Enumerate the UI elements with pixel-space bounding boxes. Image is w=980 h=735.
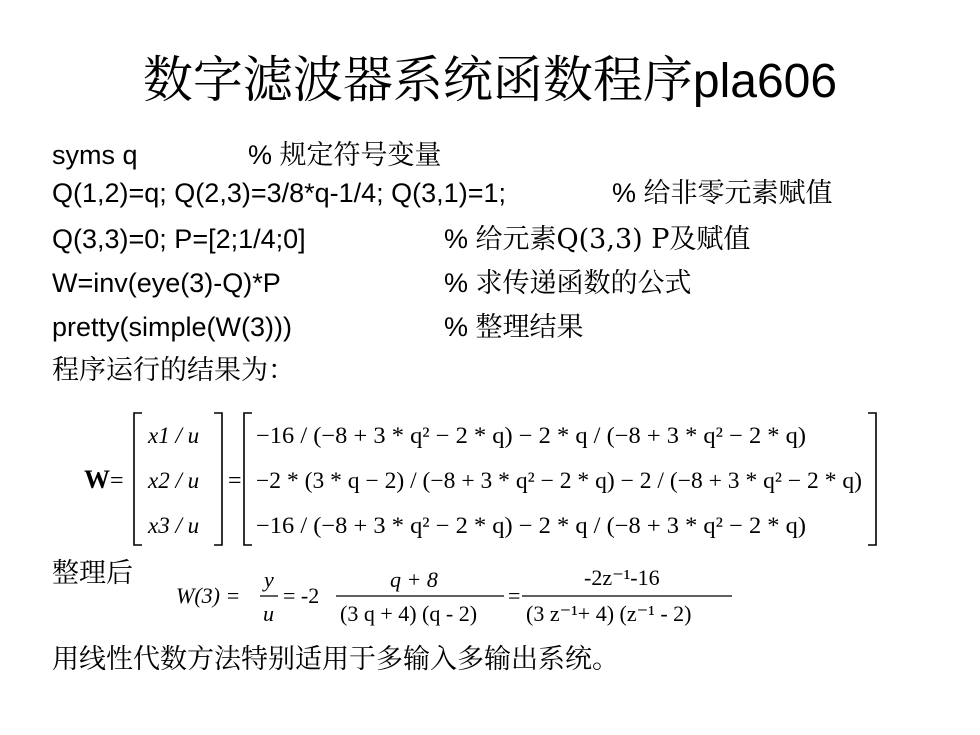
comment-marker: %	[248, 140, 280, 170]
comment-marker: %	[444, 224, 476, 254]
vector-entry-2: x2 / u	[148, 468, 200, 493]
matrix-row-2: −2 * (3 * q − 2) / (−8 + 3 * q² − 2 * q) − 2 / (−8 + 3 * q² − 2 * q)	[256, 468, 862, 493]
code-text: syms q	[52, 140, 138, 170]
formula-den1: (3 q + 4) (q - 2)	[340, 601, 478, 626]
slide-title-latin: pla606	[692, 55, 838, 108]
matrix-right-bracket	[868, 413, 876, 545]
matrix-lhs: W	[84, 465, 110, 494]
vector-right-bracket	[214, 413, 222, 545]
vector-entry-3: x3 / u	[148, 513, 200, 538]
code-line-4	[52, 265, 772, 301]
formula-lhs: W(3) =	[176, 583, 241, 608]
code-line-1	[52, 137, 572, 173]
code-text: W=inv(eye(3)-Q)*P	[52, 268, 281, 298]
comment-marker: %	[444, 312, 476, 342]
simplified-formula	[172, 555, 742, 635]
code-comment	[444, 309, 584, 346]
code-line-2	[52, 175, 932, 211]
code-comment	[612, 175, 833, 212]
slide-title	[0, 48, 980, 114]
equals-sign-2: =	[228, 468, 242, 494]
matrix-equation	[80, 405, 890, 553]
slide-title-cjk: 数字滤波器系统函数程序	[142, 51, 693, 109]
code-text: pretty(simple(W(3)))	[52, 312, 292, 342]
equals-sign-1: =	[110, 468, 124, 494]
matrix-row-1: −16 / (−8 + 3 * q² − 2 * q) − 2 * q / (−8 + 3 * q² − 2 * q)	[256, 423, 806, 448]
formula-equals: =	[508, 583, 521, 608]
comment-note: 规定符号变量	[279, 140, 442, 171]
conclusion-text: 用线性代数方法特别适用于多输入多输出系统。	[52, 644, 619, 675]
matrix-row-3: −16 / (−8 + 3 * q² − 2 * q) − 2 * q / (−8 + 3 * q² − 2 * q)	[256, 513, 806, 538]
formula-den2: (3 z⁻¹+ 4) (z⁻¹ - 2)	[526, 601, 692, 626]
vector-entry-1: x1 / u	[148, 423, 200, 448]
formula-coefficient: = -2	[283, 583, 320, 608]
code-line-5	[52, 309, 692, 345]
comment-note: 给非零元素赋值	[643, 178, 833, 209]
code-text: Q(1,2)=q; Q(2,3)=3/8*q-1/4; Q(3,1)=1;	[52, 178, 506, 208]
result-label: 程序运行的结果为：	[52, 355, 295, 386]
code-line-3	[52, 221, 832, 257]
matrix-left-bracket	[244, 413, 252, 545]
code-comment	[444, 265, 692, 302]
formula-y: y	[264, 567, 274, 592]
simplified-label: 整理后	[52, 558, 133, 589]
comment-note: 给元素Q(3,3) P及赋值	[475, 224, 751, 255]
vector-left-bracket	[134, 413, 142, 545]
comment-marker: %	[612, 178, 644, 208]
formula-num1: q + 8	[390, 567, 438, 592]
comment-note: 求传递函数的公式	[475, 268, 692, 299]
formula-num2: -2z⁻¹-16	[584, 565, 660, 590]
comment-marker: %	[444, 268, 476, 298]
code-comment	[248, 137, 442, 174]
code-comment	[444, 221, 750, 258]
comment-note: 整理结果	[475, 312, 584, 343]
formula-u: u	[263, 601, 274, 626]
code-text: Q(3,3)=0; P=[2;1/4;0]	[52, 224, 306, 254]
